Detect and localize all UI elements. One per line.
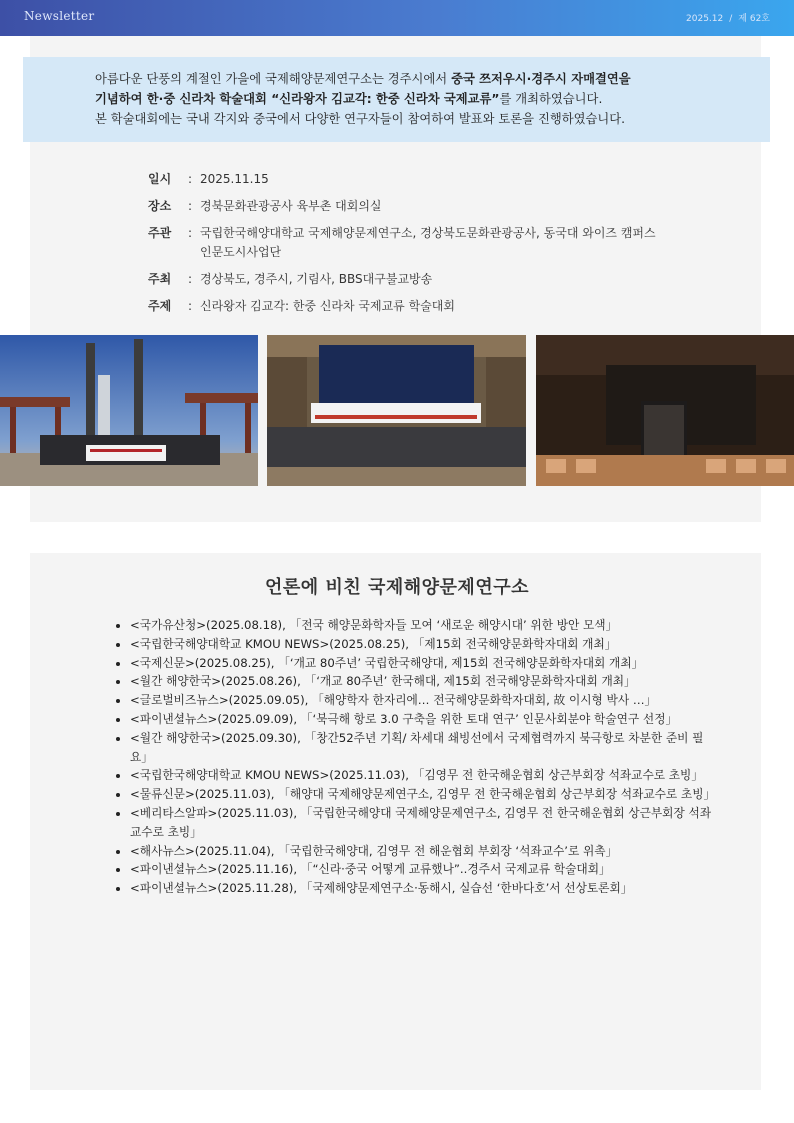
press-item: • <월간 해양한국>(2025.09.30), 「창간52주년 기획/ 차세대 쇄빙선에서 국제협력까지 북극항로 차분한 준비 필요」 <box>130 729 720 767</box>
press-item: • <해사뉴스>(2025.11.04), 「국립한국해양대, 김영무 전 해운협회 부회장 ‘석좌교수’로 위촉」 <box>130 842 720 861</box>
intro-box <box>23 57 770 142</box>
intro-line1-bold: 중국 쯔저우시·경주시 자매결연을 <box>451 72 631 86</box>
press-item: • <글로벌비즈뉴스>(2025.09.05), 「해양학자 한자리에… 전국해양문화학자대회, 故 이시형 박사 …」 <box>130 691 720 710</box>
issue-number: 제 62호 <box>738 14 770 24</box>
info-value: 신라왕자 김교각: 한중 신라차 국제교류 학술대회 <box>200 299 455 313</box>
info-key: 주관 <box>148 226 172 240</box>
press-item: • <국립한국해양대학교 KMOU NEWS>(2025.08.25), 「제15회 전국해양문화학자대회 개최」 <box>130 635 720 654</box>
info-value: 2025.11.15 <box>200 172 269 186</box>
event-photo-outdoor <box>0 335 258 486</box>
header-bar <box>0 0 794 36</box>
press-item: • <국제신문>(2025.08.25), 「‘개교 80주년’ 국립한국해양대, 제15회 전국해양문화학자대회 개최」 <box>130 654 720 673</box>
intro-line3: 본 학술대회에는 국내 각지와 중국에서 다양한 연구자들이 참여하여 발표와 토론을 진행하였습니다. <box>95 112 626 126</box>
info-row-venue <box>148 197 668 216</box>
intro-line1-plain: 아름다운 단풍의 계절인 가을에 국제해양문제연구소는 경주시에서 <box>95 72 452 86</box>
info-colon: : <box>187 226 193 240</box>
event-photo-stage <box>267 335 526 486</box>
info-key: 주제 <box>148 299 172 313</box>
event-photo-theater <box>536 335 794 486</box>
press-item: • <파이낸셜뉴스>(2025.11.28), 「국제해양문제연구소·동해시, 실습선 ‘한바다호’서 선상토론회」 <box>130 879 720 898</box>
press-list <box>100 616 720 898</box>
intro-text <box>95 69 755 129</box>
info-row-organizer <box>148 224 668 262</box>
press-item: • <물류신문>(2025.11.03), 「해양대 국제해양문제연구소, 김영무 전 한국해운협회 상근부회장 석좌교수로 초빙」 <box>130 785 720 804</box>
press-item: • <월간 해양한국>(2025.08.26), 「‘개교 80주년’ 한국해대, 제15회 전국해양문화학자대회 개최」 <box>130 672 720 691</box>
event-info-list <box>148 170 668 324</box>
info-row-host <box>148 270 668 289</box>
press-item: • <베리타스알파>(2025.11.03), 「국립한국해양대 국제해양문제연구소, 김영무 전 한국해운협회 상근부회장 석좌교수로 초빙」 <box>130 804 720 842</box>
newsletter-brand: Newsletter <box>24 9 95 23</box>
press-item: • <국립한국해양대학교 KMOU NEWS>(2025.11.03), 「김영무 전 한국해운협회 상근부회장 석좌교수로 초빙」 <box>130 766 720 785</box>
press-title: 언론에 비친 국제해양문제연구소 <box>265 577 529 598</box>
info-key: 주최 <box>148 272 172 286</box>
intro-line2-plain: 를 개최하였습니다. <box>499 92 603 106</box>
info-colon: : <box>187 172 193 186</box>
press-item: • <국가유산청>(2025.08.18), 「전국 해양문화학자들 모여 ‘새로운 해양시대’ 위한 방안 모색」 <box>130 616 720 635</box>
issue-info <box>686 11 770 24</box>
info-value: 경북문화관광공사 육부촌 대회의실 <box>200 199 382 213</box>
info-row-theme <box>148 297 668 316</box>
info-colon: : <box>187 199 193 213</box>
issue-date: 2025.12 <box>686 14 724 24</box>
info-colon: : <box>187 272 193 286</box>
info-row-date <box>148 170 668 189</box>
issue-separator: / <box>729 14 733 24</box>
info-value: 경상북도, 경주시, 기림사, BBS대구불교방송 <box>200 272 433 286</box>
info-key: 장소 <box>148 199 172 213</box>
info-value: 국립한국해양대학교 국제해양문제연구소, 경상북도문화관광공사, 동국대 와이즈 캠퍼스 인문도시사업단 <box>200 226 656 259</box>
intro-line2-bold: 기념하여 한·중 신라차 학술대회 “신라왕자 김교각: 한중 신라차 국제교류” <box>95 92 500 106</box>
press-item: • <파이낸셜뉴스>(2025.09.09), 「‘북극해 항로 3.0 구축을 위한 토대 연구’ 인문사회분야 학술연구 선정」 <box>130 710 720 729</box>
info-colon: : <box>187 299 193 313</box>
press-item: • <파이낸셜뉴스>(2025.11.16), 「“신라·중국 어떻게 교류했나”..경주서 국제교류 학술대회」 <box>130 860 720 879</box>
info-key: 일시 <box>148 172 172 186</box>
